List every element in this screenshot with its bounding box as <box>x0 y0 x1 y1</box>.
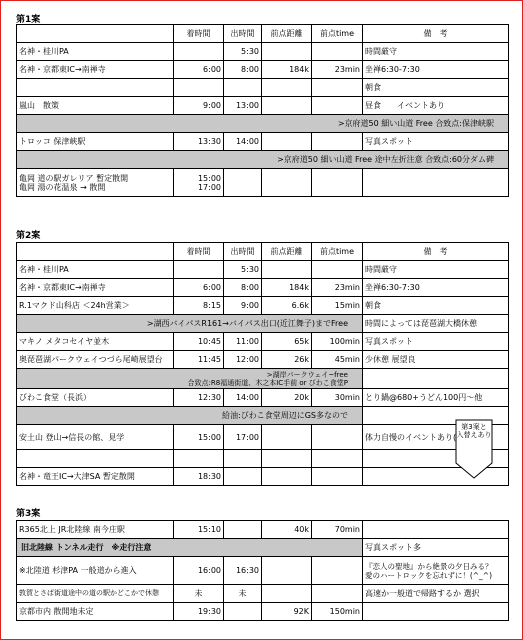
row-name <box>17 79 174 97</box>
row-note: 高速か一般道で帰路するか 選択 <box>363 585 509 603</box>
row-name: トロッコ 保津峡駅 <box>17 133 174 151</box>
header-depart: 出時間 <box>224 243 262 261</box>
header-time: 前点time <box>312 243 363 261</box>
plan2-table <box>16 242 509 486</box>
row-time: 30min <box>312 389 363 407</box>
table-row <box>17 333 509 351</box>
callout-line1: 第3案と <box>461 423 487 431</box>
row-depart: 13:00 <box>224 97 262 115</box>
table-row <box>17 389 509 407</box>
table-row <box>17 43 509 61</box>
route-banner-text: 給油:びわこ食堂周辺にGS多なので <box>17 407 363 425</box>
plan1-title: 第1案 <box>16 15 41 25</box>
plan2-title: 第2案 <box>16 231 41 241</box>
table-row <box>17 450 509 468</box>
callout-line2: 入替えあり <box>456 431 492 439</box>
row-dist: 184k <box>262 61 312 79</box>
table-row <box>17 585 509 603</box>
row-arrive-1: 15:00 <box>197 173 221 183</box>
row-name: びわこ食堂（長浜） <box>17 389 174 407</box>
route-banner <box>17 407 509 425</box>
swap-callout <box>455 419 493 479</box>
table-row <box>17 261 509 279</box>
header-time: 前点time <box>312 25 363 43</box>
row-dist <box>262 97 312 115</box>
row-name: 名神・京都東IC→南禅寺 <box>17 61 174 79</box>
table-row <box>17 133 509 151</box>
row-arrive: 8:15 <box>174 297 224 315</box>
route-banner-text: >京府道50 細い山道 Free 合致点:保津峡駅 <box>17 115 509 133</box>
row-arrive: 6:00 <box>174 279 224 297</box>
route-banner <box>17 115 509 133</box>
table-row <box>17 169 509 197</box>
table-row <box>17 79 509 97</box>
row-note: 時間厳守 <box>363 261 509 279</box>
row-time: 15min <box>312 297 363 315</box>
row-dist <box>262 261 312 279</box>
row-arrive: 16:00 <box>174 557 224 585</box>
row-depart: 14:00 <box>224 133 262 151</box>
row-note: 少休憩 展望良 <box>363 351 509 369</box>
route-banner-line2: 合致点:R8福通街道、木之本IC手前 or びわこ食堂P <box>187 378 348 387</box>
plan3-title: 第3案 <box>16 509 41 519</box>
row-name: 名神・桂川PA <box>17 43 174 61</box>
row-depart <box>224 521 262 539</box>
row-arrive <box>174 43 224 61</box>
row-name: 敦賀とさば街道途中の道の駅かどこかで休憩 <box>17 585 174 603</box>
row-name: マキノ メタコセイヤ並木 <box>17 333 174 351</box>
route-banner <box>17 539 509 557</box>
row-name-line2: 亀岡 湯の花温泉 → 散開 <box>19 182 106 192</box>
row-arrive: 未 <box>174 585 224 603</box>
table-row <box>17 279 509 297</box>
row-arrive: 18:30 <box>174 468 224 486</box>
route-banner-line1: >湖岸パークウェイ~free <box>266 370 348 379</box>
route-banner <box>17 151 509 169</box>
header-note: 備 考 <box>363 25 509 43</box>
row-depart: 11:00 <box>224 333 262 351</box>
row-time: 150min <box>312 603 363 621</box>
row-name: 奥琵琶湖パークウェイつづら尾崎展望台 <box>17 351 174 369</box>
row-note: 昼食 イベントあり <box>363 97 509 115</box>
row-depart: 5:30 <box>224 43 262 61</box>
route-banner-text: 旧北陸線 トンネル走行 ※走行注意 <box>17 539 363 557</box>
row-time <box>312 79 363 97</box>
row-depart: 8:00 <box>224 61 262 79</box>
row-arrive: 11:45 <box>174 351 224 369</box>
row-depart: 16:30 <box>224 557 262 585</box>
plan3-table <box>16 520 509 621</box>
row-dist: 40k <box>262 521 312 539</box>
row-name-line1: 亀岡 道の駅ガレリア 暫定散開 <box>19 173 129 183</box>
row-time: 23min <box>312 61 363 79</box>
plan1-header-row <box>17 25 509 43</box>
row-note: 朝食 <box>363 79 509 97</box>
row-dist: 6.6k <box>262 297 312 315</box>
row-depart: 未 <box>224 585 262 603</box>
row-arrive <box>174 79 224 97</box>
plan1-table <box>16 24 509 197</box>
row-dist: 20k <box>262 389 312 407</box>
route-banner <box>17 315 509 333</box>
row-note: 体力自慢のイベントあり( <box>363 425 509 450</box>
row-depart <box>224 79 262 97</box>
route-banner-note: 写真スポット多 <box>363 539 509 557</box>
table-row <box>17 521 509 539</box>
row-note: 写真スポット <box>363 333 509 351</box>
row-name: R.1マクド山科店 ＜24h営業＞ <box>17 297 174 315</box>
table-row <box>17 97 509 115</box>
row-name: 安土山 登山→信長の館、見学 <box>17 425 174 450</box>
header-depart: 出時間 <box>224 25 262 43</box>
row-name: 名神・桂川PA <box>17 261 174 279</box>
row-arrive: 19:30 <box>174 603 224 621</box>
row-depart: 14:00 <box>224 389 262 407</box>
row-name: 名神・京都東IC→南禅寺 <box>17 279 174 297</box>
row-depart: 17:00 <box>224 425 262 450</box>
row-dist: 184k <box>262 279 312 297</box>
row-arrive: 6:00 <box>174 61 224 79</box>
row-note: 坐禅6:30-7:30 <box>363 61 509 79</box>
row-arrive <box>174 261 224 279</box>
table-row <box>17 468 509 486</box>
row-arrive: 15:10 <box>174 521 224 539</box>
row-time <box>312 43 363 61</box>
route-banner-note: 時間によっては琵琶湖大橋休憩 <box>363 315 509 333</box>
row-time <box>312 261 363 279</box>
row-note: 朝食 <box>363 297 509 315</box>
row-dist: 92K <box>262 603 312 621</box>
row-time: 45min <box>312 351 363 369</box>
row-time: 23min <box>312 279 363 297</box>
header-note: 備 考 <box>363 243 509 261</box>
row-name: 京都市内 散開地未定 <box>17 603 174 621</box>
row-dist: 65k <box>262 333 312 351</box>
table-row <box>17 603 509 621</box>
row-note <box>363 521 509 539</box>
row-time: 70min <box>312 521 363 539</box>
row-depart: 5:30 <box>224 261 262 279</box>
row-arrive: 13:30 <box>174 133 224 151</box>
row-name: R365北上 JR北陸線 南今庄駅 <box>17 521 174 539</box>
row-arrive: 12:30 <box>174 389 224 407</box>
route-banner <box>17 369 509 389</box>
row-time: 100min <box>312 333 363 351</box>
row-arrive: 9:00 <box>174 97 224 115</box>
row-note: とり鍋@680+うどん100円〜他 <box>363 389 509 407</box>
row-note: 坐禅6:30-7:30 <box>363 279 509 297</box>
table-row <box>17 351 509 369</box>
row-dist <box>262 43 312 61</box>
table-row <box>17 557 509 585</box>
table-row <box>17 297 509 315</box>
row-arrive-2: 17:00 <box>197 182 221 192</box>
row-note-line1: 『恋人の聖地』から絶景の夕日みる？ <box>365 561 493 571</box>
header-arrive: 着時間 <box>174 243 224 261</box>
row-depart: 9:00 <box>224 297 262 315</box>
table-row <box>17 425 509 450</box>
row-name: 名神・竜王IC→大津SA 暫定散開 <box>17 468 174 486</box>
row-dist: 26k <box>262 351 312 369</box>
route-banner-text: >湖西バイパスR161→バイパス出口(近江舞子)までFree <box>17 315 363 333</box>
row-arrive: 15:00 <box>174 425 224 450</box>
table-row <box>17 61 509 79</box>
row-name: ※北陸道 杉津PA 一般道から進入 <box>17 557 174 585</box>
row-depart: 12:00 <box>224 351 262 369</box>
plan2-header-row <box>17 243 509 261</box>
row-name: 嵐山 散策 <box>17 97 174 115</box>
route-banner-text: >京府道50 細い山道 Free 途中左折注意 合致点:60分ダム碑 <box>17 151 509 169</box>
row-time <box>312 97 363 115</box>
header-arrive: 着時間 <box>174 25 224 43</box>
row-dist <box>262 79 312 97</box>
header-dist: 前点距離 <box>262 243 312 261</box>
row-note-line2: 愛のハートロックを忘れずに！(^_^) <box>365 570 493 580</box>
row-arrive: 10:45 <box>174 333 224 351</box>
row-note: 時間厳守 <box>363 43 509 61</box>
header-dist: 前点距離 <box>262 25 312 43</box>
row-note: 写真スポット <box>363 133 509 151</box>
row-depart: 8:00 <box>224 279 262 297</box>
